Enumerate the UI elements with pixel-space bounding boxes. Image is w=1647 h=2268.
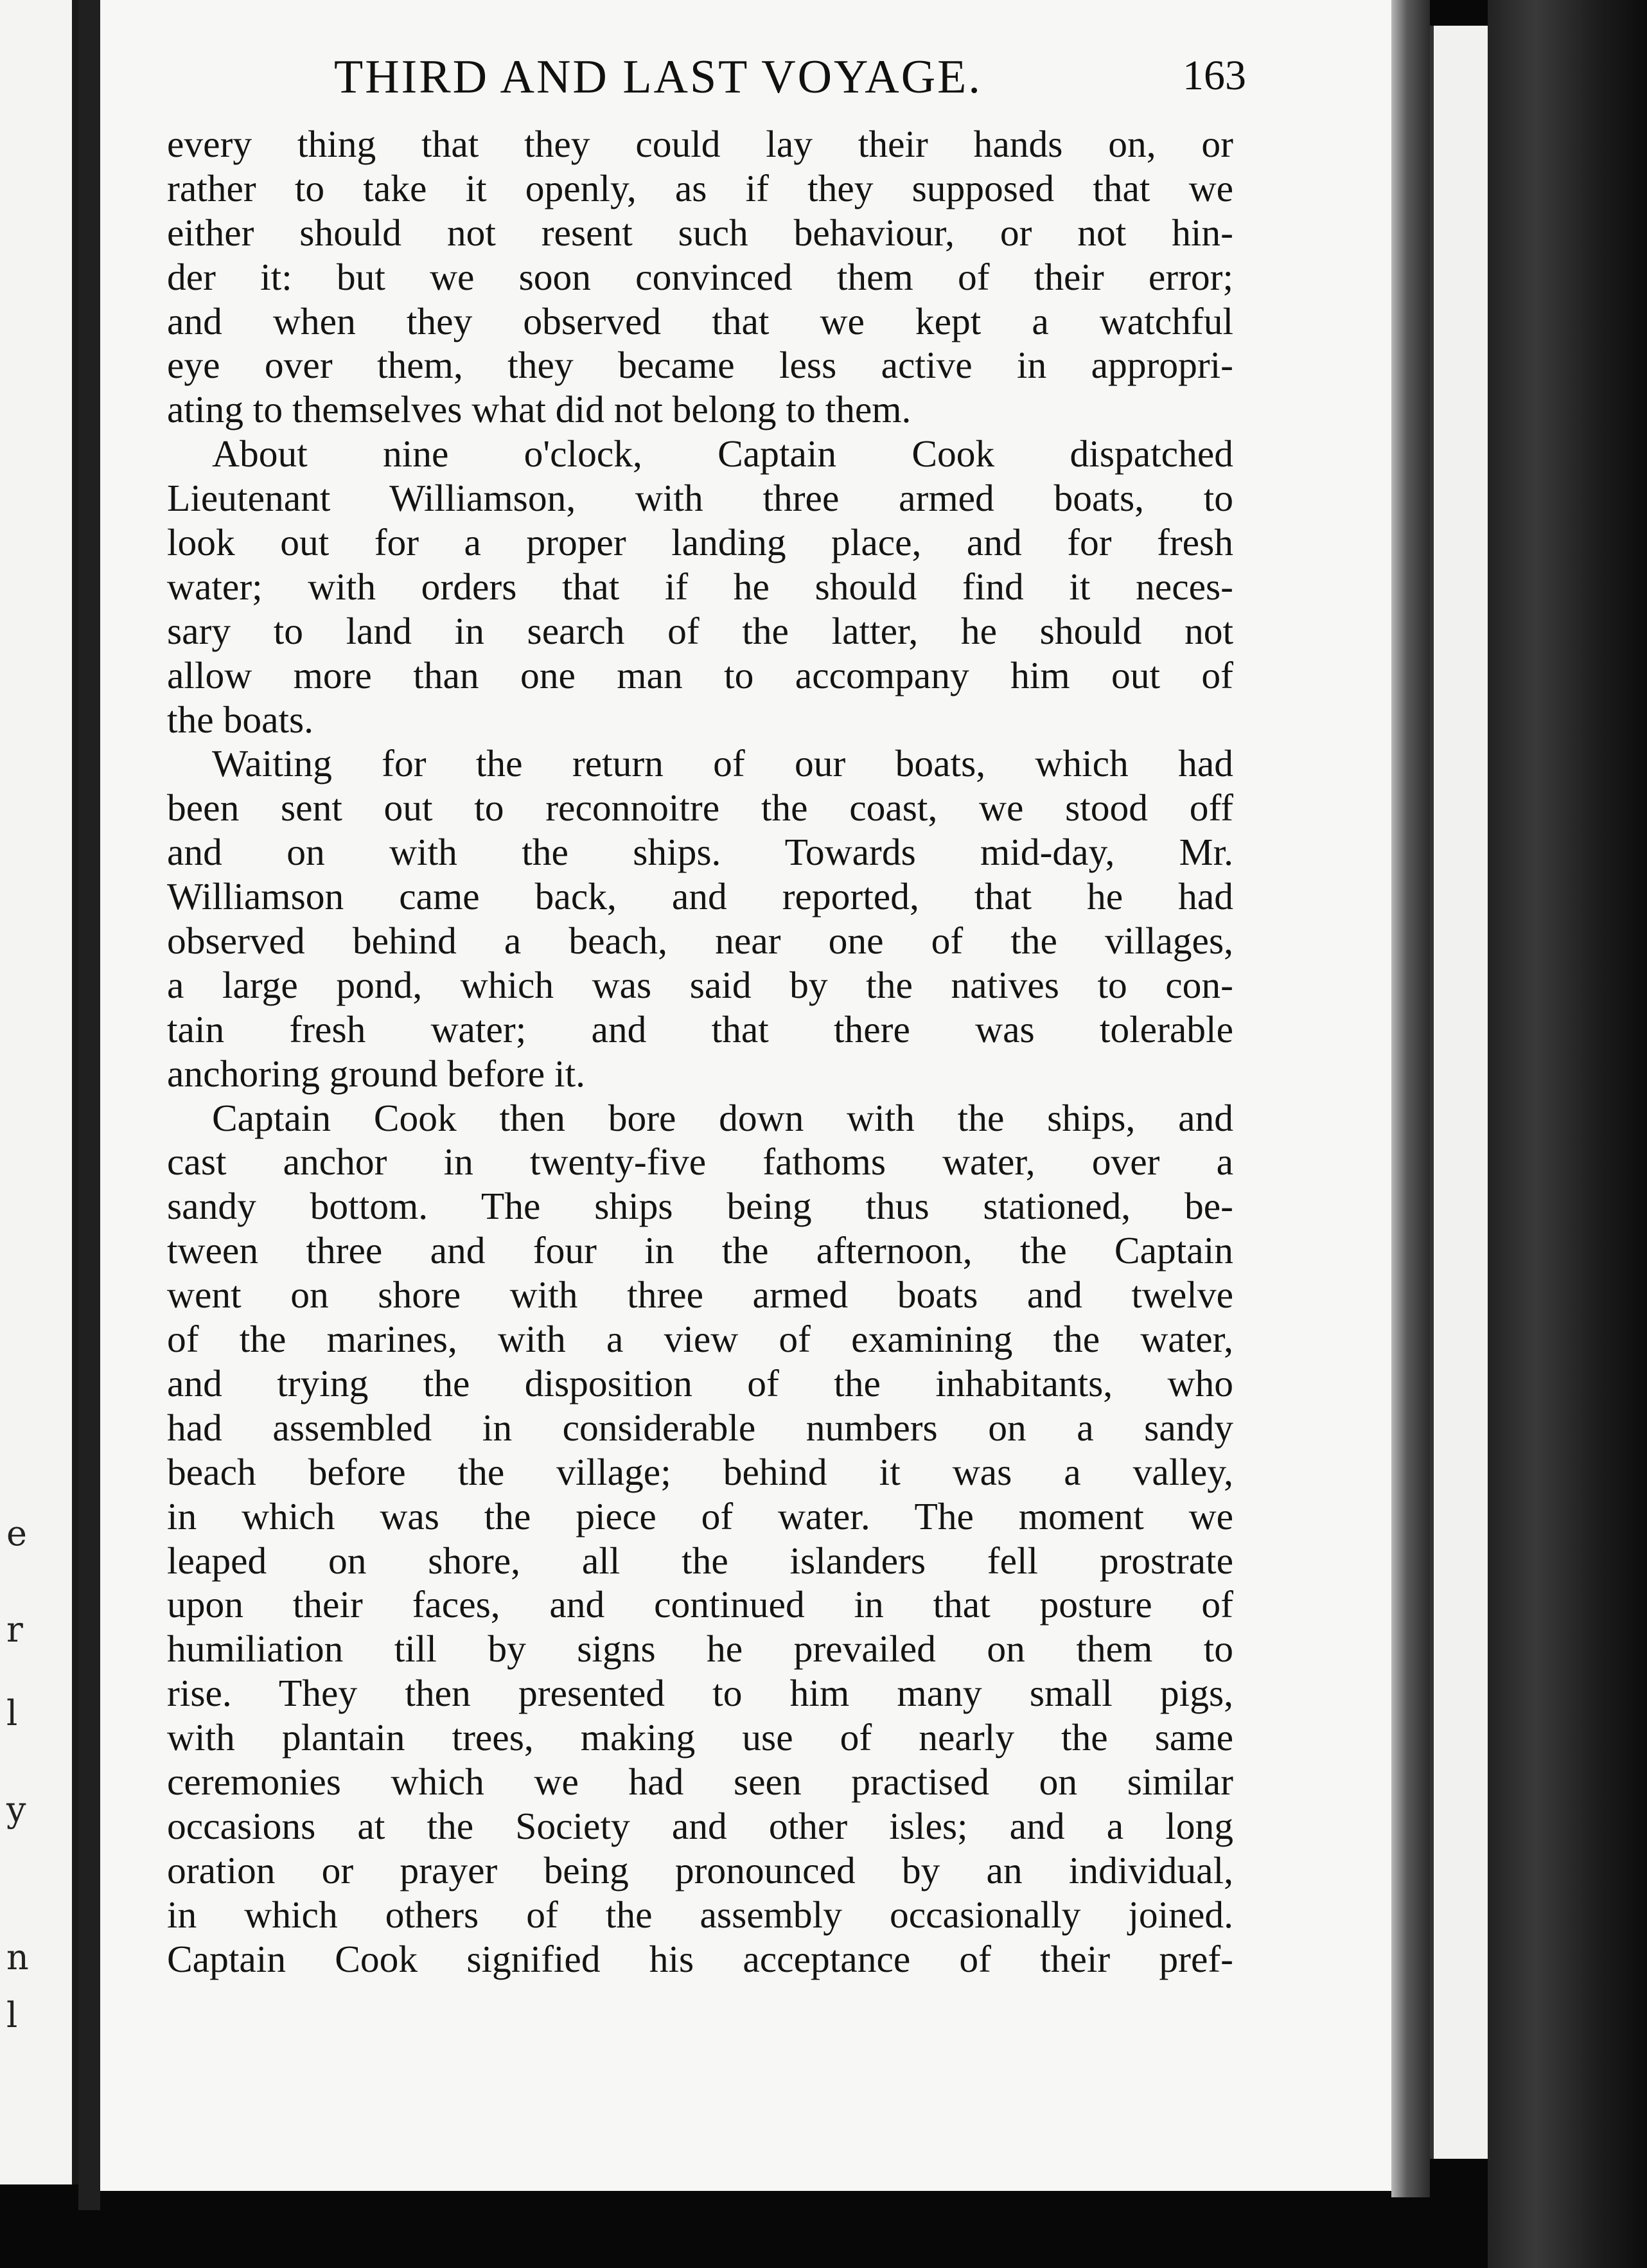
text-line: upon their faces, and continued in that posture of <box>167 1583 1233 1626</box>
text-line: About nine o'clock, Captain Cook dispatched <box>212 432 1233 475</box>
text-line: rather to take it openly, as if they supposed that we <box>167 166 1233 209</box>
book-cover-edge <box>1488 0 1647 2268</box>
text-line: der it: but we soon convinced them of their error; <box>167 255 1233 298</box>
text-line: eye over them, they became less active in appropri- <box>167 344 1233 387</box>
text-line: allow more than one man to accompany him out of <box>167 653 1233 696</box>
facing-page-glyph: n <box>6 1937 29 1978</box>
text-line: leaped on shore, all the islanders fell prostrate <box>167 1539 1233 1582</box>
text-line: ceremonies which we had seen practised on similar <box>167 1760 1233 1803</box>
text-line: oration or prayer being pronounced by an individual, <box>167 1848 1233 1891</box>
facing-page-glyph: l <box>6 1995 18 2035</box>
text-line: rise. They then presented to him many small pigs, <box>167 1672 1233 1715</box>
text-line: Lieutenant Williamson, with three armed boats, to <box>167 477 1233 520</box>
text-line: beach before the village; behind it was a valley, <box>167 1450 1233 1493</box>
text-line: had assembled in considerable numbers on a sandy <box>167 1406 1233 1449</box>
body-text <box>167 122 1233 1981</box>
text-line: and trying the disposition of the inhabitants, who <box>167 1361 1233 1404</box>
text-line: water; with orders that if he should find it neces- <box>167 565 1233 608</box>
text-line: Williamson came back, and reported, that he had <box>167 875 1233 918</box>
text-line: look out for a proper landing place, and for fresh <box>167 521 1233 564</box>
text-line: Waiting for the return of our boats, which had <box>212 742 1233 785</box>
facing-page-glyph: y <box>6 1789 26 1830</box>
text-line: went on shore with three armed boats and twelve <box>167 1273 1233 1316</box>
text-line: and on with the ships. Towards mid-day, Mr. <box>167 831 1233 874</box>
facing-page-glyph: e <box>6 1513 27 1554</box>
left-page-fragment <box>0 0 78 2184</box>
page-number: 163 <box>1183 52 1246 99</box>
text-line: Captain Cook then bore down with the ships, and <box>212 1096 1233 1139</box>
text-line: in which others of the assembly occasionally joined. <box>167 1893 1233 1936</box>
text-line: every thing that they could lay their hands on, or <box>167 123 1233 165</box>
text-line: either should not resent such behaviour, or not hin- <box>167 211 1233 254</box>
text-line: tain fresh water; and that there was tolerable <box>167 1007 1233 1050</box>
text-line: humiliation till by signs he prevailed on them to <box>167 1627 1233 1670</box>
left-page-binding-edge <box>78 0 100 2210</box>
text-line: a large pond, which was said by the natives to con- <box>167 963 1233 1006</box>
text-line: tween three and four in the afternoon, the Captain <box>167 1229 1233 1272</box>
text-line: occasions at the Society and other isles; and a long <box>167 1804 1233 1847</box>
facing-page-glyph: r <box>6 1609 23 1650</box>
text-line: and when they observed that we kept a watchful <box>167 299 1233 342</box>
text-line: with plantain trees, making use of nearly the same <box>167 1716 1233 1759</box>
running-title: THIRD AND LAST VOYAGE. <box>334 51 982 103</box>
text-line: cast anchor in twenty-five fathoms water, over a <box>167 1140 1233 1183</box>
text-line: anchoring ground before it. <box>167 1052 585 1095</box>
facing-page-glyph: l <box>6 1693 18 1733</box>
page-gutter-shadow <box>1391 0 1430 2197</box>
text-line: sandy bottom. The ships being thus stationed, be- <box>167 1185 1233 1228</box>
page-edge-strip <box>1430 26 1492 2159</box>
text-line: observed behind a beach, near one of the villages, <box>167 919 1233 962</box>
text-line: in which was the piece of water. The moment we <box>167 1494 1233 1537</box>
page-header <box>231 50 1246 108</box>
text-line: Captain Cook signified his acceptance of their pref- <box>167 1937 1233 1980</box>
text-line: of the marines, with a view of examining the water, <box>167 1318 1233 1361</box>
text-line: sary to land in search of the latter, he should not <box>167 609 1233 652</box>
text-line: been sent out to reconnoitre the coast, we stood off <box>167 786 1233 829</box>
text-line: the boats. <box>167 698 314 741</box>
text-line: ating to themselves what did not belong to them. <box>167 388 912 431</box>
